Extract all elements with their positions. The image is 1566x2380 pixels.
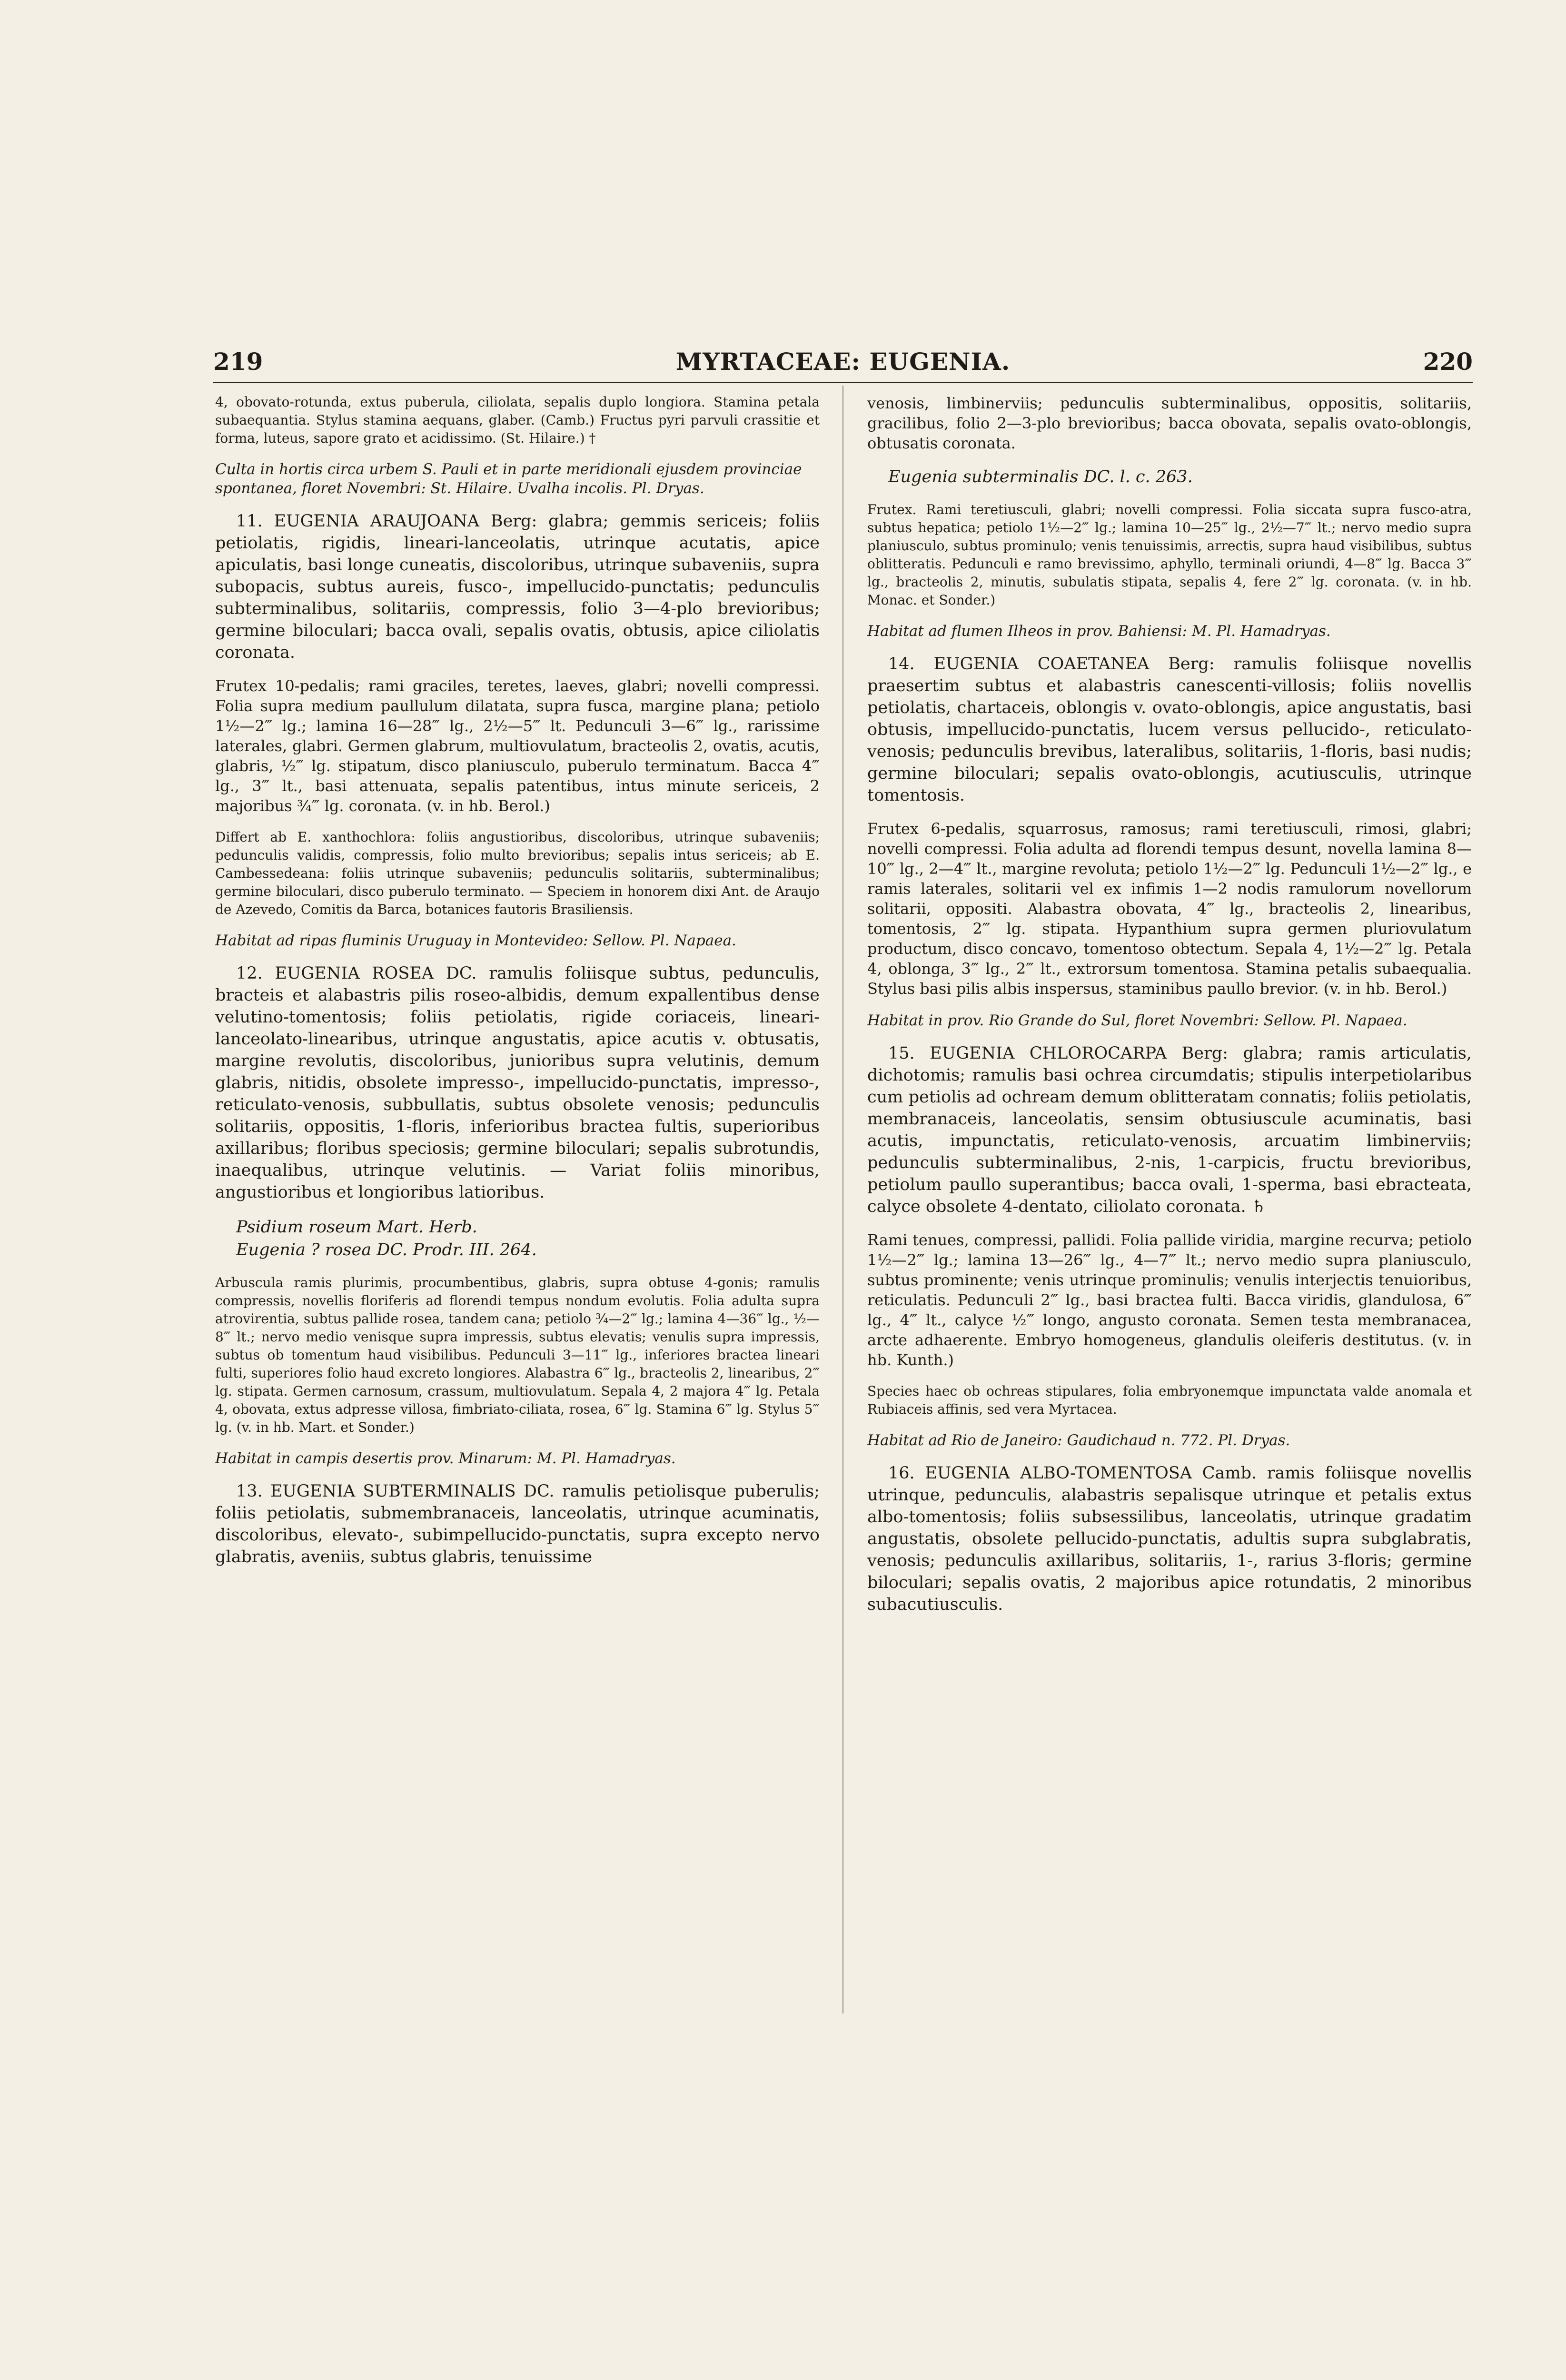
paragraph-d15: Rami tenues, compressi, pallidi. Folia pallide viridia, margine recurva; petiolo 1½—2‴ lg.; lamina 13—26‴ lg., 4—7‴ lt.; nervo medio supra planiusculo, subtus prominente; venis utrinque prominulis; venulis interjectis tenuioribus, reticulatis. Pedunculi 2‴ lg., basi bractea fulti. Bacca viridis, glandulosa, 6‴ lg., 4‴ lt., calyce ½‴ longo, angusto coronata. Semen testa membranacea, arcte adhaerente. Embryo homogeneus, glandulis oleiferis destitutus. (v. in hb. Kunth.) <box>867 1231 1472 1369</box>
species-entry-sp14: 14. EUGENIA COAETANEA Berg: ramulis foliisque novellis praesertim subtus et alabastris canescenti-villosis; foliis novellis petiolatis, chartaceis, oblongis v. ovato-oblongis, apice angustatis, basi obtusis, impellucido-punctatis, lucem versus pellucido-, reticulato-venosis; pedunculis brevibus, lateralibus, solitariis, 1-floris, basi nudis; germine biloculari; sepalis ovato-oblongis, acutiusculis, utrinque tomentosis. <box>867 654 1472 805</box>
paragraph-n11: Differt ab E. xanthochlora: foliis angustioribus, discoloribus, utrinque subaveniis; pedunculis validis, compressis, folio multo brevioribus; sepalis intus sericeis; ab E. Cambessedeana: foliis utrinque subaveniis; pedunculis solitariis, subterminalibus; germine biloculari, disco puberulo terminato. — Speciem in honorem dixi Ant. de Araujo de Azevedo, Comitis da Barca, botanices fautoris Brasiliensis. <box>215 829 820 917</box>
synonym-line: Eugenia ? rosea DC. Prodr. III. 264. <box>236 1240 537 1259</box>
species-entry-sp13: 13. EUGENIA SUBTERMINALIS DC. ramulis petiolisque puberulis; foliis petiolatis, submembranaceis, lanceolatis, utrinque acuminatis, discoloribus, elevato-, subimpellucido-punctatis, supra excepto nervo glabratis, aveniis, subtus glabris, tenuissime <box>215 1482 820 1567</box>
paragraph-d13: Frutex. Rami teretiusculi, glabri; novelli compressi. Folia siccata supra fusco-atra, subtus hepatica; petiolo 1½—2‴ lg.; lamina 10—25‴ lg., 2½—7‴ lt.; nervo medio supra planiusculo, subtus prominulo; venis tenuissimis, arrectis, supra haud visibilibus, subtus oblitteratis. Pedunculi e ramo brevissimo, aphyllo, terminali oriundi, 4—8‴ lg. Bacca 3‴ lg., bracteolis 2, minutis, subulatis stipata, sepalis 4, fere 2‴ lg. coronata. (v. in hb. Monac. et Sonder.) <box>867 502 1472 608</box>
column-divider <box>842 386 843 2013</box>
habitat-note-h13: Habitat ad flumen Ilheos in prov. Bahiensi: M. Pl. Hamadryas. <box>867 623 1331 640</box>
synonym-block-syn13 <box>867 466 1472 488</box>
header-rule <box>213 382 1473 383</box>
synonym-line: Psidium roseum Mart. Herb. <box>236 1218 477 1237</box>
species-entry-sp15: 15. EUGENIA CHLOROCARPA Berg: glabra; ramis articulatis, dichotomis; ramulis basi ochrea circumdatis; stipulis interpetiolaribus cum petiolis ad ochream demum oblitteratam connatis; foliis petiolatis, membranaceis, lanceolatis, sensim obtusiuscule acuminatis, basi acutis, impunctatis, reticulato-venosis, arcuatim limbinerviis; pedunculis subterminalibus, 2-nis, 1-carpicis, fructu brevioribus, petiolum paullo superantibus; bacca ovali, 1-sperma, basi ebracteata, calyce obsolete 4-dentato, ciliolato coronata. ♄ <box>867 1044 1472 1216</box>
right-column <box>867 393 1472 1628</box>
left-page-number: 219 <box>213 347 263 376</box>
running-title: MYRTACEAE: EUGENIA. <box>675 347 1011 376</box>
running-header <box>213 347 1473 381</box>
habitat-note-h1: Culta in hortis circa urbem S. Pauli et in parte meridionali ejusdem provinciae spontanea, floret Novembri: St. Hilaire. Uvalha incolis. Pl. Dryas. <box>215 461 802 497</box>
habitat-note-h12: Habitat in campis desertis prov. Minarum: M. Pl. Hamadryas. <box>215 1450 676 1467</box>
species-entry-sp12: 12. EUGENIA ROSEA DC. ramulis foliisque subtus, pedunculis, bracteis et alabastris pilis roseo-albidis, demum expallentibus dense velutino-tomentosis; foliis petiolatis, rigide coriaceis, lineari-lanceolato-linearibus, utrinque angustatis, apice acutis v. obtusatis, margine revolutis, discoloribus, junioribus supra velutinis, demum glabris, nitidis, obsolete impresso-, impellucido-punctatis, impresso-, reticulato-venosis, subbullatis, subtus obsolete venosis; pedunculis solitariis, oppositis, 1-floris, inferioribus bractea fultis, superioribus axillaribus; floribus speciosis; germine biloculari; sepalis subrotundis, inaequalibus, utrinque velutinis. — Variat foliis minoribus, angustioribus et longioribus latioribus. <box>215 964 820 1202</box>
species-entry-sp11: 11. EUGENIA ARAUJOANA Berg: glabra; gemmis sericeis; foliis petiolatis, rigidis, lineari-lanceolatis, utrinque acutatis, apice apiculatis, basi longe cuneatis, discoloribus, utrinque subaveniis, supra subopacis, subtus aureis, fusco-, impellucido-punctatis; pedunculis subterminalibus, solitariis, compressis, folio 3—4-plo brevioribus; germine biloculari; bacca ovali, sepalis ovatis, obtusis, apice ciliolatis coronata. <box>215 512 820 662</box>
right-page-number: 220 <box>1423 347 1473 376</box>
paragraph-c13: venosis, limbinerviis; pedunculis subterminalibus, oppositis, solitariis, gracilibus, folio 2—3-plo brevioribus; bacca obovata, sepalis ovato-oblongis, obtusatis coronata. <box>867 394 1472 452</box>
habitat-note-h14: Habitat in prov. Rio Grande do Sul, floret Novembri: Sellow. Pl. Napaea. <box>867 1012 1407 1029</box>
paragraph-p1: 4, obovato-rotunda, extus puberula, ciliolata, sepalis duplo longiora. Stamina petala subaequantia. Stylus stamina aequans, glaber. (Camb.) Fructus pyri parvuli crassitie et forma, luteus, sapore grato et acidissimo. (St. Hilaire.) † <box>215 394 820 446</box>
paragraph-n15: Species haec ob ochreas stipulares, folia embryonemque impunctata valde anomala et Rubiaceis affinis, sed vera Myrtacea. <box>867 1383 1472 1417</box>
habitat-note-h11: Habitat ad ripas fluminis Uruguay in Montevideo: Sellow. Pl. Napaea. <box>215 932 736 949</box>
paragraph-d12: Arbuscula ramis plurimis, procumbentibus, glabris, supra obtuse 4-gonis; ramulis compressis, novellis floriferis ad florendi tempus nondum evolutis. Folia adulta supra atrovirentia, subtus pallide rosea, tandem cana; petiolo ¾—2‴ lg.; lamina 4—36‴ lg., ½—8‴ lt.; nervo medio venisque supra impressis, subtus elevatis; venulis supra impressis, subtus ob tomentum haud visibilibus. Pedunculi 3—11‴ lg., inferiores bractea lineari fulti, superiores folio haud excreto longiores. Alabastra 6‴ lg., bracteolis 2, linearibus, 2‴ lg. stipata. Germen carnosum, crassum, multiovulatum. Sepala 4, 2 majora 4‴ lg. Petala 4, obovata, extus adpresse villosa, fimbriato-ciliata, rosea, 6‴ lg. Stamina 6‴ lg. Stylus 5‴ lg. (v. in hb. Mart. et Sonder.) <box>215 1275 820 1435</box>
habitat-note-h15: Habitat ad Rio de Janeiro: Gaudichaud n. 772. Pl. Dryas. <box>867 1432 1290 1449</box>
species-entry-sp16: 16. EUGENIA ALBO-TOMENTOSA Camb. ramis foliisque novellis utrinque, pedunculis, alabastris sepalisque utrinque et petalis extus albo-tomentosis; foliis subsessilibus, lanceolatis, utrinque gradatim angustatis, obsolete pellucido-punctatis, adultis supra subglabratis, venosis; pedunculis axillaribus, solitariis, 1-, rarius 3-floris; germine biloculari; sepalis ovatis, 2 majoribus apice rotundatis, 2 minoribus subacutiusculis. <box>867 1464 1472 1614</box>
paragraph-d14: Frutex 6-pedalis, squarrosus, ramosus; rami teretiusculi, rimosi, glabri; novelli compressi. Folia adulta ad florendi tempus desunt, novella lamina 8—10‴ lg., 2—4‴ lt., margine revoluta; petiolo 1½—2‴ lg. Pedunculi 1½—2‴ lg., e ramis laterales, solitarii vel ex infimis 1—2 nodis ramulorum novellorum solitarii, oppositi. Alabastra obovata, 4‴ lg., bracteolis 2, linearibus, tomentosis, 2‴ lg. stipata. Hypanthium supra germen pluriovulatum productum, disco concavo, tomentoso obtectum. Sepala 4, 1½—2‴ lg. Petala 4, oblonga, 3‴ lg., 2‴ lt., extrorsum tomentosa. Stamina petalis subaequalia. Stylus basi pilis albis inspersus, staminibus paullo brevior. (v. in hb. Berol.) <box>867 820 1472 998</box>
paragraph-d11: Frutex 10-pedalis; rami graciles, teretes, laeves, glabri; novelli compressi. Folia supra medium paullulum dilatata, supra fusca, margine plana; petiolo 1½—2‴ lg.; lamina 16—28‴ lg., 2½—5‴ lt. Pedunculi 3—6‴ lg., rarissime laterales, glabri. Germen glabrum, multiovulatum, bracteolis 2, ovatis, acutis, glabris, ½‴ lg. stipatum, disco planiusculo, puberulo terminatum. Bacca 4‴ lg., 3‴ lt., basi attenuata, sepalis patentibus, intus minute sericeis, 2 majoribus ¾‴ lg. coronata. (v. in hb. Berol.) <box>215 677 820 815</box>
left-column <box>215 393 820 1580</box>
synonym-line: Eugenia subterminalis DC. l. c. 263. <box>888 467 1193 486</box>
synonym-block-syn12 <box>215 1216 820 1261</box>
